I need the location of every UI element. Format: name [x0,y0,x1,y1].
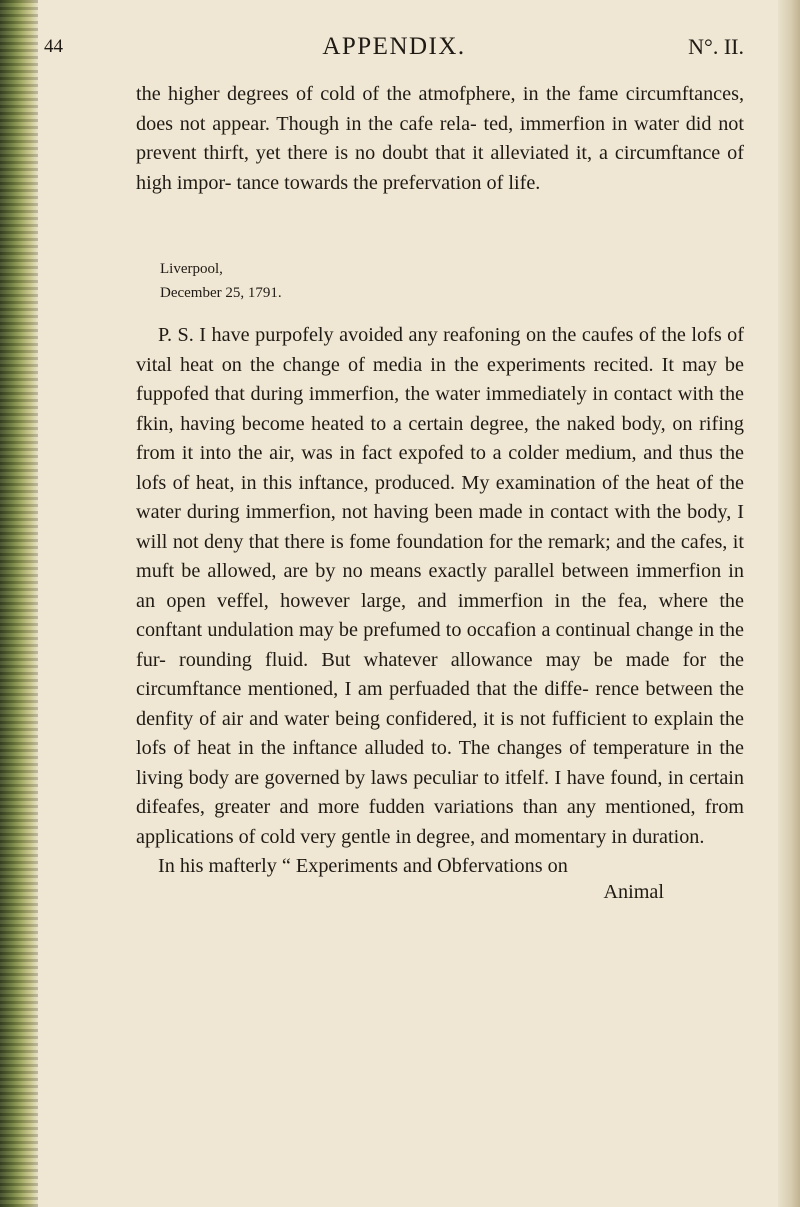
paragraph-text: the higher degrees of cold of the atmofphere, in the fame circumftances, does not appear. Though in the cafe rela- ted, immerfion in water did not prevent thirft, yet there is no doubt that it alleviated it, a circumftance of high impor- tance towards the prefervation of life. [136,83,744,194]
signature-date: December 25, 1791. [160,285,282,301]
paragraph-postscript [136,321,744,852]
page-header [44,33,744,66]
running-title: APPENDIX. [322,33,466,60]
section-number: N°. II. [688,34,744,59]
paragraph-3 [136,852,744,882]
signature-place: Liverpool, [160,261,223,277]
paragraph-text: P. S. I have purpofely avoided any reafoning on the caufes of the lofs of vital heat on the change of media in the experiments recited. It may be fuppofed that during immerfion, the water immediately in contact with the fkin, having become heated to a certain degree, the naked body, on rifing from it into the air, was in fact expofed to a colder medium, and thus the lofs of heat, in this inftance, produced. My examination of the heat of the water during immerfion, not having been made in contact with the body, I will not deny that there is fome foundation for the remark; and the cafes, it muft be allowed, are by no means exactly parallel between immerfion in an open veffel, however large, and immerfion in the fea, where the conftant undulation may be prefumed to occafion a continual change in the fur- rounding fluid. But whatever allowance may be made for the circumftance mentioned, I am perfuaded that the diffe- rence between the denfity of air and water being confidered, it is not fufficient to explain the lofs of heat in the inftance alluded to. The changes of temperature in the living body are governed by laws peculiar to itfelf. I have found, in certain difeafes, greater and more fudden variations than any mentioned, from applications of cold very gentle in degree, and momentary in duration. [136,324,744,848]
book-binding [0,0,38,1207]
page-edge [778,0,800,1207]
paragraph-1 [136,80,744,198]
catchword: Animal [603,881,664,903]
paragraph-text: In his mafterly “ Experiments and Obfervations on [158,855,568,877]
page-number: 44 [44,36,63,57]
